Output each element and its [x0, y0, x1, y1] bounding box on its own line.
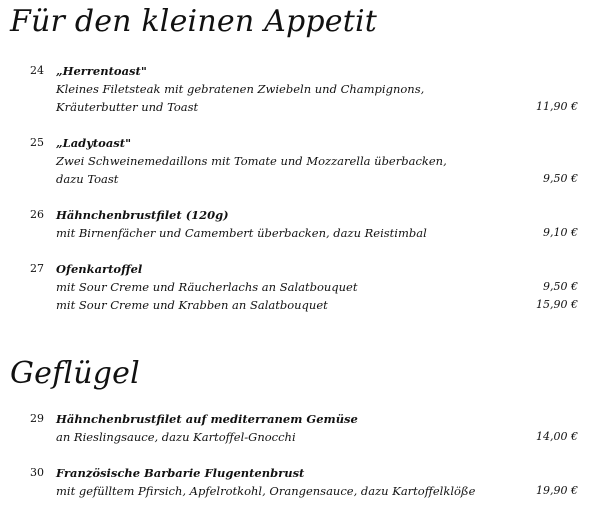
item-name: Hähnchenbrustfilet auf mediterranem Gemüse: [56, 412, 358, 426]
menu-item-30: [30, 464, 582, 500]
item-description: mit Birnenfächer und Camembert überbacken, dazu Reistimbal: [56, 226, 427, 240]
item-number: 25: [30, 136, 44, 149]
item-description: an Rieslingsauce, dazu Kartoffel-Gnocchi: [56, 430, 296, 444]
item-number: 26: [30, 208, 44, 221]
item-description: Zwei Schweinemedaillons mit Tomate und Mozzarella überbacken,: [56, 154, 447, 168]
item-name: Ofenkartoffel: [56, 262, 143, 276]
item-name: Französische Barbarie Flugentenbrust: [56, 466, 305, 480]
menu-item-27: [30, 260, 582, 314]
menu-item-25: [30, 134, 582, 188]
menu-item-24: [30, 62, 582, 116]
item-name: „Herrentoast": [56, 64, 147, 78]
item-name: Hähnchenbrustfilet (120g): [56, 208, 229, 222]
item-description: Kleines Filetsteak mit gebratenen Zwiebeln und Champignons,: [56, 82, 425, 96]
item-number: 27: [30, 262, 44, 275]
item-price: 9,50 €: [543, 280, 578, 293]
menu-item-29: [30, 410, 582, 446]
item-number: 24: [30, 64, 44, 77]
item-description: dazu Toast: [56, 172, 119, 186]
item-description: mit Sour Creme und Räucherlachs an Salatbouquet: [56, 280, 358, 294]
item-price: 9,50 €: [543, 172, 578, 185]
item-price: 11,90 €: [536, 100, 578, 113]
item-price: 14,00 €: [536, 430, 578, 443]
item-price: 9,10 €: [543, 226, 578, 239]
item-description: mit gefülltem Pfirsich, Apfelrotkohl, Orangensauce, dazu Kartoffelklöße: [56, 484, 476, 498]
item-price: 19,90 €: [536, 484, 578, 497]
item-description: mit Sour Creme und Krabben an Salatbouquet: [56, 298, 328, 312]
item-number: 30: [30, 466, 44, 479]
item-number: 29: [30, 412, 44, 425]
menu-item-26: [30, 206, 582, 242]
item-description: Kräuterbutter und Toast: [56, 100, 199, 114]
item-price: 15,90 €: [536, 298, 578, 311]
item-name: „Ladytoast": [56, 136, 132, 150]
section-title-gefluegel: Geflügel: [10, 356, 140, 391]
section-title-appetit: Für den kleinen Appetit: [10, 4, 378, 39]
